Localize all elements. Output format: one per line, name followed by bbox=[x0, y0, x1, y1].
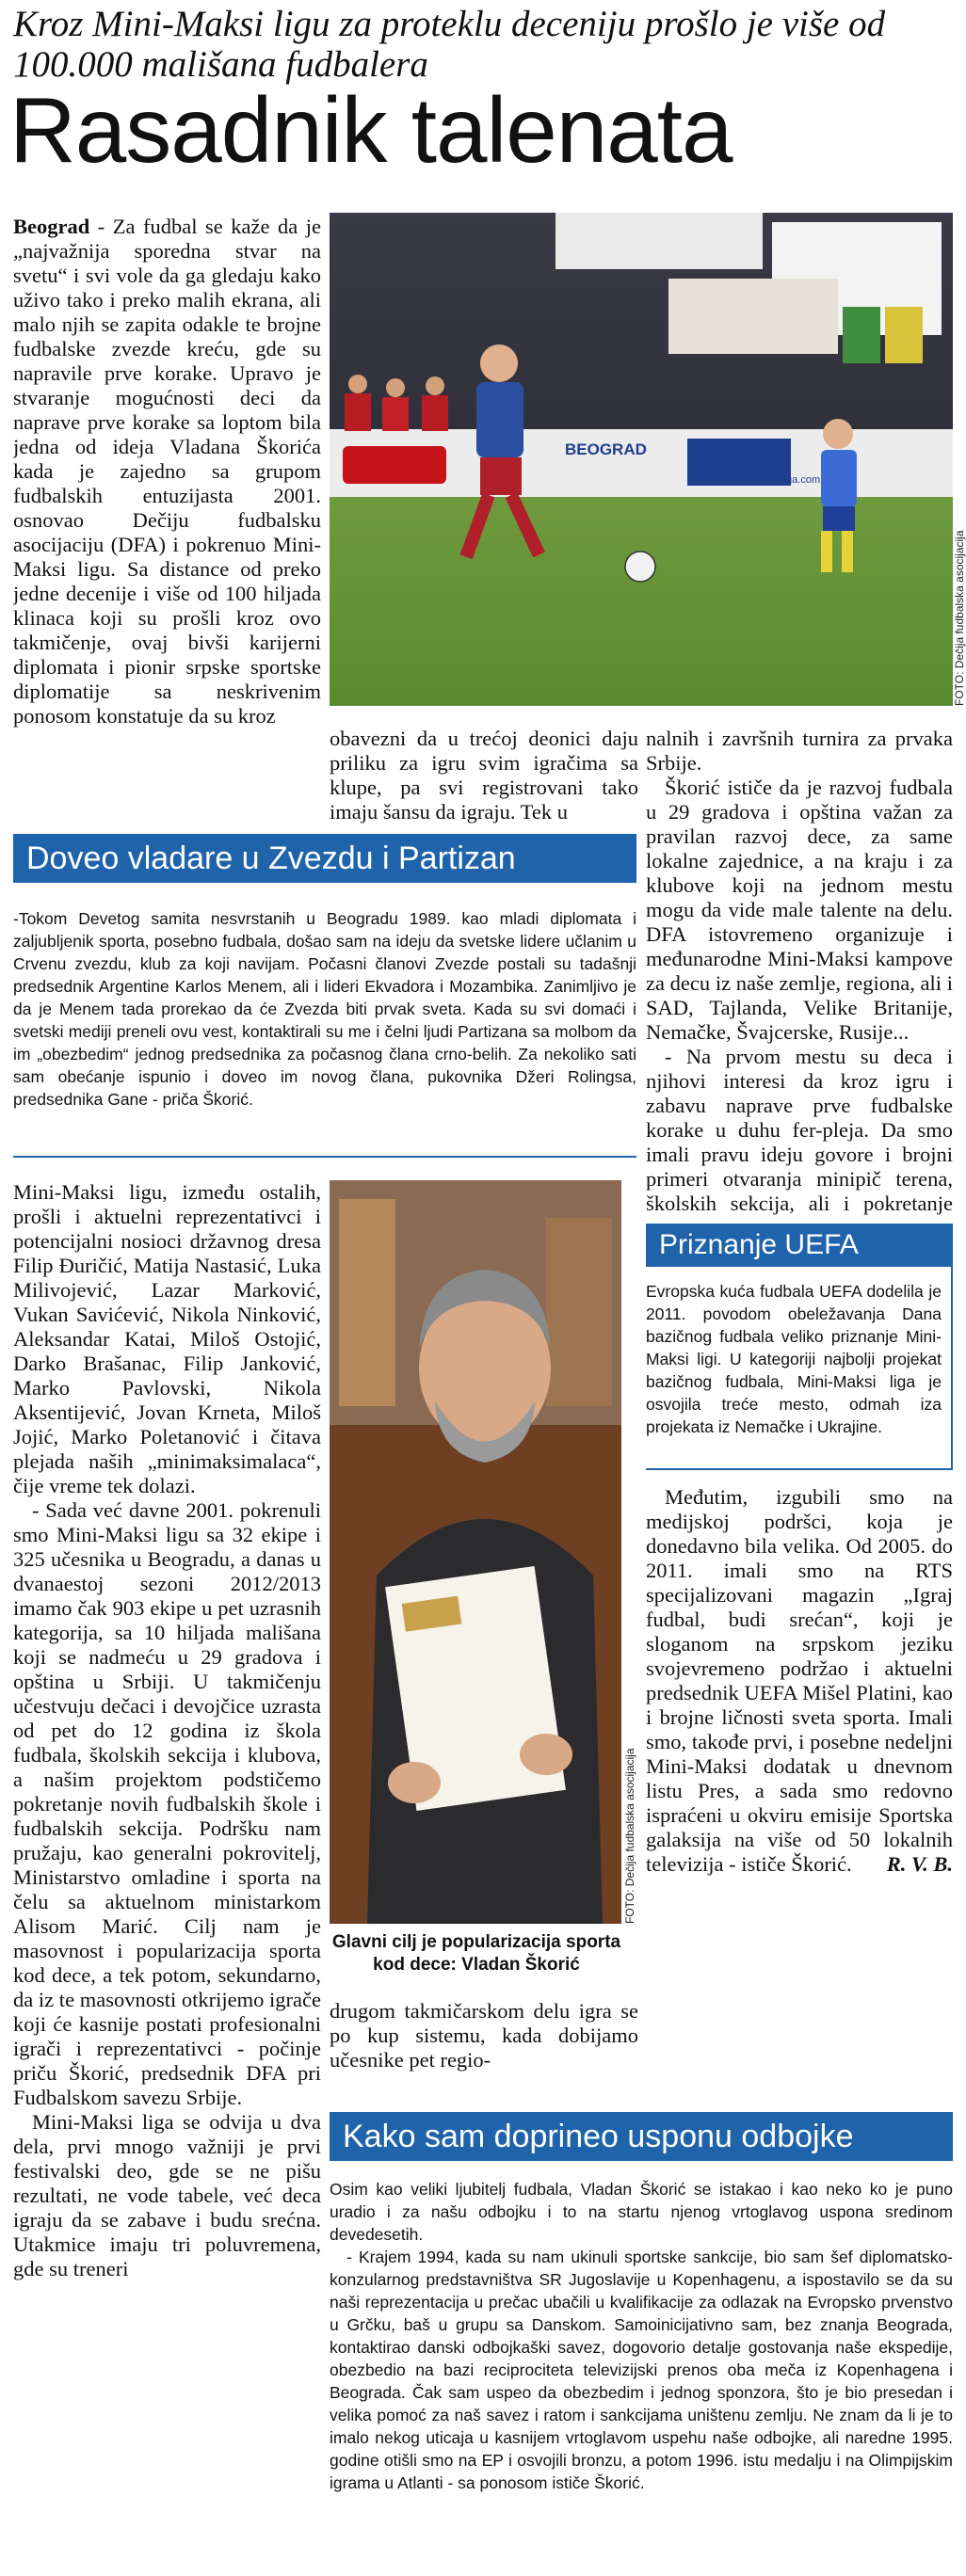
box2-bottom-rule bbox=[646, 1468, 953, 1470]
column-1-bottom bbox=[13, 1180, 321, 2564]
box2-text: Evropska kuća fudbala UEFA dodelila je 2011. povodom obeležavanja Dana bazičnog fudbala veliko priznanje Mini-Maksi ligi. U kategoriji najbolji projekat bazičnog fudbala, Mini-Maksi liga je osvojila treće mesto, odmah iza projekata iz Nemačke i Ukrajine. bbox=[646, 1282, 942, 1436]
intro-column bbox=[13, 215, 321, 823]
column-3-paragraph-2: Škorić ističe da je razvoj fudbala u 29 gradova i opština važan za pravilan razvoj dece, za same lokalne zajednice, a na kraju i za klubove koji na jednom mestu mogu da vide male talente na delu. DFA istovremeno organizuje i međunarodne Mini-Maksi kampove za decu iz naše zemlje, regiona, ali i SAD, Tajlanda, Velike Britanije, Nemačke, Švajcerske, Rusije... bbox=[646, 776, 953, 1044]
column-1-paragraph-3: Mini-Maksi liga se odvija u dva dela, prvi mnogo važniji je prvi festivalski deo, gde se ne pišu rezultati, ne vode tabele, već deca igraju da se zabave i budu srećna. Utakmice imaju tri poluvremena, gde su treneri bbox=[13, 2110, 321, 2280]
box3-paragraph-2: - Krajem 1994, kada su nam ukinuli sportske sankcije, bio sam šef diplomatsko-konzularnog predstavništva SR Jugoslavije u Kopenhagenu, a ispostavilo se da su naši reprezentacija u prečac ubačili u kvalifikacije za odlazak na Evropsko prvenstvo u Grčku, baš u grupu sa Danskom. Samoinicijativno sam, bez znanja Beograda, kontaktirao danski odbojkaški savez, dogovorio detalje gostovanja naše ekspedije, obezbedio na bazi reciprociteta televizijski prenos oba meča iz Kopenhagena i Beograda. Čak sam uspeo da obezbedim i jednog sponzora, što je bio presedan i velika pomoć za naš savez i ratom i sankcijama uništenu zemlju. Ne znam da li je to imalo nekog uticaja u kasnijem vrtoglavom uspehu naše odbojke, ali naredne 1995. godine otišli smo na EP i osvojili bronzu, a potom 1996. istu medalju i na Olimpijskim igrama u Atlanti - sa ponosom ističe Škorić. bbox=[330, 2248, 953, 2492]
kicker: Kroz Mini-Maksi ligu za proteklu deceniju prošlo je više od 100.000 mališana fudbalera bbox=[13, 4, 886, 85]
box2-heading: Priznanje UEFA bbox=[646, 1224, 953, 1267]
headline: Rasadnik talenata bbox=[9, 78, 733, 182]
column-2-bottom-text: drugom takmičarskom delu igra se po kup sistemu, kada dobijamo učesnike pet regio- bbox=[330, 1999, 638, 2072]
photo-caption: Glavni cilj je popularizacija sporta kod dece: Vladan Škorić bbox=[331, 1932, 621, 1975]
column-2-top-text: obavezni da u trećoj deonici daju priliku za igru svim igračima sa klupe, pa svi registrovani tako imaju šansu da igraju. Tek u bbox=[330, 727, 638, 824]
match-photo-banner: BEOGRAD bbox=[565, 440, 647, 458]
column-3-top bbox=[646, 727, 953, 1216]
column-3-bottom-body: Međutim, izgubili smo na medijskoj podršci, koja je donedavno bila velika. Od 2005. do 2011. imali smo na RTS specijalizovani magazin „Igraj fudbal, budi srećan“, koji je sloganom na srpskom jeziku svojevremeno podržao i aktuelni predsednik UEFA Mišel Platini, kao i brojne ličnosti sveta sporta. Imali smo, takođe prvi, i posebne nedeljni Mini-Maksi dodatak u dnevnom listu Pres, a sada smo redovno ispraćeni u okviru emisije Sportska galaksija na više od 50 lokalnih televizija - ističe Škorić. bbox=[646, 1485, 953, 1876]
dateline: Beograd bbox=[13, 215, 90, 238]
box1-bottom-rule bbox=[13, 1156, 636, 1158]
intro-paragraph bbox=[13, 215, 321, 728]
portrait-photo bbox=[330, 1180, 621, 1924]
box2-body bbox=[646, 1280, 942, 1459]
photo-credit-1: FOTO: Dečija fudbalska asocijacija bbox=[953, 530, 966, 706]
box2-side-rule bbox=[951, 1267, 953, 1468]
box3-body bbox=[330, 2178, 953, 2564]
match-photo-banner-url: www.minimaksiliga.com bbox=[711, 474, 821, 486]
column-3-bottom bbox=[646, 1485, 953, 2106]
column-3-paragraph-1: nalnih i završnih turnira za prvaka Srbije. bbox=[646, 727, 953, 775]
portrait-photo-image bbox=[330, 1180, 621, 1924]
intro-text: - Za fudbal se kaže da je „najvažnija sporedna stvar na svetu“ i svi vole da ga gledaju kako uživo tako i preko malih ekrana, ali malo njih se zapita odakle te brojne fudbalske zvezde kreću, gde su napravile prve korake. Upravo je stvaranje mogućnosti deci da naprave prve korake sa loptom bila jedna od ideja Vladana Škorića kada je zajedno sa grupom fudbalskih entuzijasta 2001. osnovao Dečiju fudbalsku asocijaciju (DFA) i pokrenuo Mini-Maksi ligu. Sa distance od preko jedne decenije i više od 100 hiljada klinaca koji su prošli kroz ovo takmičenje, ovaj bivši karijerni diplomata i pionir srpske sportske diplomatije sa neskrivenim ponosom konstatuje da su kroz bbox=[13, 215, 321, 728]
column-3-bottom-text bbox=[646, 1485, 953, 1877]
box3-heading: Kako sam doprineo usponu odbojke bbox=[330, 2112, 953, 2161]
match-photo-image bbox=[330, 213, 953, 706]
column-1-paragraph-2: - Sada već davne 2001. pokrenuli smo Mini-Maksi ligu sa 32 ekipe i 325 učesnika u Beogradu, a danas u dvanaestoj sezoni 2012/2013 imamo čak 903 ekipe u pet uzrasnih kategorija, sa 10 hiljada mališana koji se nadmeću u 29 gradova i opština u Srbiji. U takmičenju učestvuju dečaci i devojčice uzrasta od pet do 12 godina iz škola fudbala, školskih sekcija i klubova, a našim projektom podstičemo pokretanje novih fudbalskih škole i fudbalskih sekcija. Podršku nam pružaju, kao generalni pokrovitelj, Ministarstvo omladine i sporta na čelu sa aktuelnom ministarkom Alisom Marić. Cilj nam je masovnost i popularizacija sporta kod dece, a tek potom, sekundarno, da iz te masovnosti otkrijemo igrače koji će kasnije postati profesionalni igrači i reprezentativci - počinje priču Škorić, predsednik DFA pri Fudbalskom savezu Srbije. bbox=[13, 1498, 321, 2109]
box1-body bbox=[13, 907, 636, 1143]
box1-text: -Tokom Devetog samita nesvrstanih u Beogradu 1989. kao mladi diplomata i zaljubljenik sporta, posebno fudbala, došao sam na ideju da svetske lidere učlanim u Crvenu zvezdu, klub za koji navijam. Počasni članovi Zvezde postali su tadašnji predsednik Argentine Karlos Menem, ali i lideri Ekvadora i Mozambika. Zanimljivo je da je Menem tada prorekao da će Zvezda biti prvak sveta. Kada su svi domaći i svetski mediji preneli ovu vest, kontaktirali su me i čelni ljudi Partizana sa molbom da im „obezbedim“ jednog predsednika za počasnog člana crno-belih. Za nekoliko sati sam obećanje ispunio i doveo im novog člana, pukovnika Džeri Rolingsa, predsednika Gane - priča Škorić. bbox=[13, 909, 636, 1109]
column-2-bottom bbox=[330, 1999, 638, 2103]
signature: R. V. B. bbox=[886, 1852, 953, 1876]
box3-paragraph-1: Osim kao veliki ljubitelj fudbala, Vladan Škorić se istakao i kao neko ko je puno uradio i za našu odbojku i to na startu njenog vrtoglavog uspona sredinom devedesetih. bbox=[330, 2180, 953, 2244]
column-2-top bbox=[330, 727, 638, 830]
column-1-paragraph-1: Mini-Maksi ligu, između ostalih, prošli i aktuelni reprezentativci i potencijalni nosioci državnog dresa Filip Đuričić, Matija Nastasić, Luka Milivojević, Lazar Marković, Vukan Savićević, Nikola Ninković, Aleksandar Katai, Miloš Ostojić, Darko Brašanac, Filip Janković, Marko Pavlovski, Nikola Aksentijević, Jovan Krneta, Miloš Jojić, Marko Poletanović i čitava plejada naših „minimaksimalaca“, čije vreme tek dolazi. bbox=[13, 1180, 321, 1497]
box1-heading: Doveo vladare u Zvezdu i Partizan bbox=[13, 834, 636, 883]
photo-credit-2: FOTO: Dečija fudbalska asocijacija bbox=[623, 1748, 636, 1924]
column-3-paragraph-3: - Na prvom mestu su deca i njihovi interesi da kroz igru i zabavu naprave prve fudbalske korake u duhu fer-pleja. Da smo imali pravu ideju govore i brojni primeri otvaranja minipič terena, školskih sekcija, ali i pokretanje bbox=[646, 1045, 953, 1215]
match-photo bbox=[330, 213, 953, 706]
